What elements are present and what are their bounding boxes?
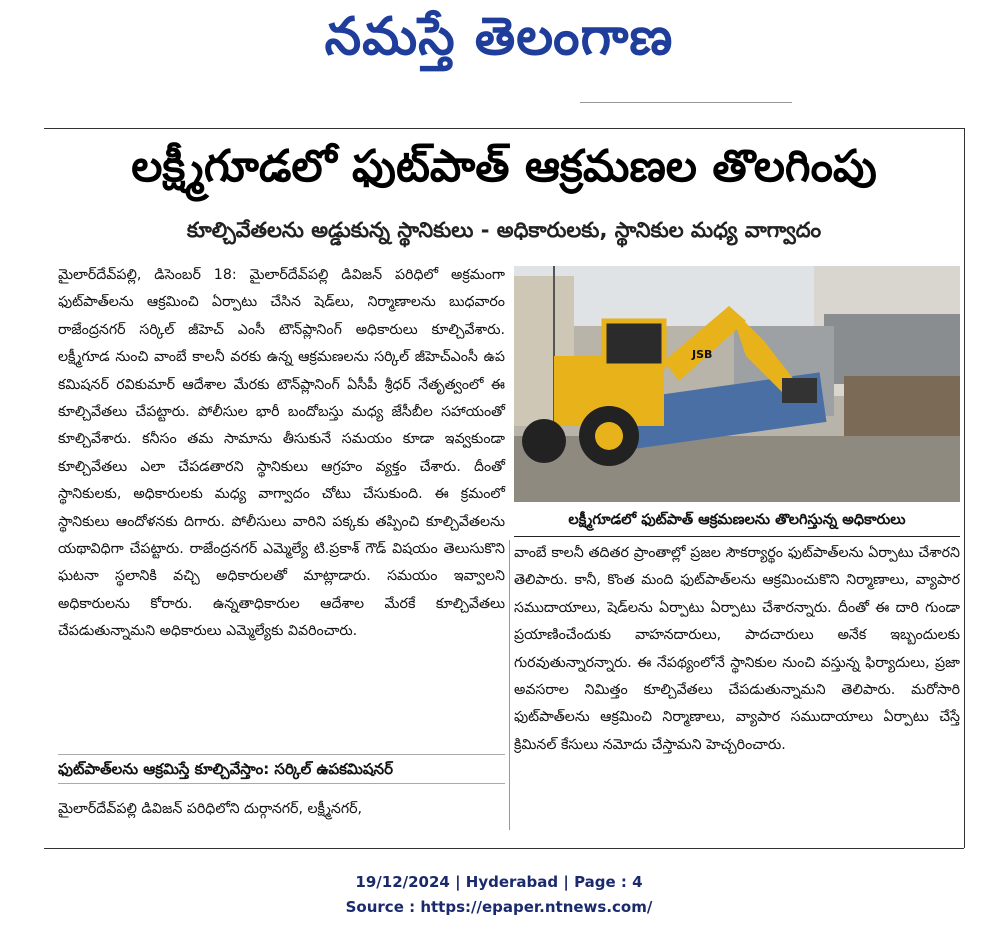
headline: లక్ష్మీగూడలో ఫుట్‌పాత్ ఆక్రమణల తొలగింపు <box>131 141 877 192</box>
article-border-top <box>44 128 964 129</box>
jcb-logo-text: JSB <box>692 348 713 361</box>
article-column-right <box>514 540 960 759</box>
article-body-left-bottom: మైలార్‌దేవ్‌పల్లి డివిజన్ పరిధిలోని దుర్గానగర్, లక్ష్మీనగర్, <box>58 801 363 817</box>
article-body-right: వాంబే కాలనీ తదితర ప్రాంతాల్లో ప్రజల సౌకర్యార్థం ఫుట్‌పాత్‌లను ఏర్పాటు చేశారని తెలిపారు. కానీ, కొంత మంది ఫుట్‌పాత్‌లను ఆక్రమించుకొని నిర్మాణాలు, వ్యాపార సముదాయాలు, షెడ్‌లను ఏర్పాటు ఏర్పాటు చేశారన్నారు. దీంతో ఈ దారి గుండా ప్రయాణించేందుకు వాహనదారులు, పాదచారులు అనేక ఇబ్బందులకు గురవుతున్నారన్నారు. ఈ నేపథ్యంలోనే స్థానికుల నుంచి వస్తున్న ఫిర్యాదులు, ప్రజా అవసరాల నిమిత్తం కూల్చివేతలు చేపడుతున్నామని తెలిపారు. మరోసారి ఫుట్‌పాత్‌లను ఆక్రమించి నిర్మాణాలు, వ్యాపార సముదాయాలు ఏర్పాటు చేస్తే క్రిమినల్ కేసులు నమోదు చేస్తామని హెచ్చరించారు. <box>514 545 960 753</box>
article-border-right <box>964 128 965 848</box>
article-border-bottom <box>44 848 964 849</box>
subheadline: కూల్చివేతలను అడ్డుకున్న స్థానికులు - అధికారులకు, స్థానికుల మధ్య వాగ్వాదం <box>186 218 822 242</box>
article-column-left <box>58 262 505 646</box>
column-divider <box>509 540 510 830</box>
subhead-secondary: ఫుట్‌పాత్‌లను ఆక్రమిస్తే కూల్చివేస్తాం: సర్కిల్ ఉపకమిషనర్ <box>58 754 505 784</box>
footer-date-page: 19/12/2024 | Hyderabad | Page : 4 <box>355 873 643 891</box>
masthead-logo: నమస్తే తెలంగాణ <box>324 6 674 67</box>
photo-caption: లక్ష్మీగూడలో ఫుట్‌పాత్ ఆక్రమణలను తొలగిస్తున్న అధికారులు <box>514 504 960 537</box>
excavator-photo <box>514 266 960 502</box>
footer-source: Source : https://epaper.ntnews.com/ <box>345 898 653 916</box>
article-body-left: మైలార్‌దేవ్‌పల్లి, డిసెంబర్ 18: మైలార్‌దేవ్‌పల్లి డివిజన్ పరిధిలో అక్రమంగా ఫుట్‌పాత్‌లను ఆక్రమించి ఏర్పాటు చేసిన షెడ్‌లు, నిర్మాణాలను బుధవారం రాజేంద్రనగర్ సర్కిల్ జీహెచ్ ఎంసీ టౌన్‌ప్లానింగ్ అధికారులు కూల్చివేశారు. లక్ష్మీగూడ నుంచి వాంబే కాలనీ వరకు ఉన్న ఆక్రమణలను సర్కిల్ జీహెచ్‌ఎంసీ ఉప కమిషనర్ రవికుమార్ ఆదేశాల మేరకు టౌన్‌ప్లానింగ్ ఏసీపీ శ్రీధర్ నేతృత్వంలో ఈ కూల్చివేతలు చేపట్టారు. పోలీసుల భారీ బందోబస్తు మధ్య జేసీబీల సహాయంతో కూల్చివేశారు. కనీసం తమ సామాను తీసుకునే సమయం కూడా ఇవ్వకుండా కూల్చివేతలు ఎలా చేపడతారని స్థానికులు ఆగ్రహం వ్యక్తం చేశారు. దీంతో స్థానికులకు, అధికారులకు మధ్య వాగ్వాదం చోటు చేసుకుంది. ఈ క్రమంలో స్థానికులు ఆందోళనకు దిగారు. పోలీసులు వారిని పక్కకు తప్పించి కూల్చివేతలను యథావిధిగా చేపట్టారు. రాజేంద్రనగర్ ఎమ్మెల్యే టి.ప్రకాశ్ గౌడ్ విషయం తెలుసుకొని ఘటనా స్థలానికి వచ్చి అధికారులతో మాట్లాడారు. సమయం ఇవ్వాలని అధికారులను కోరారు. ఉన్నతాధికారుల ఆదేశాల మేరకే కూల్చివేతలు చేపడుతున్నామని అధికారులు ఎమ్మెల్యేకు వివరించారు. <box>58 267 505 640</box>
masthead-rule <box>580 102 792 103</box>
article-column-left-bottom <box>58 796 505 823</box>
news-photo <box>514 266 960 502</box>
